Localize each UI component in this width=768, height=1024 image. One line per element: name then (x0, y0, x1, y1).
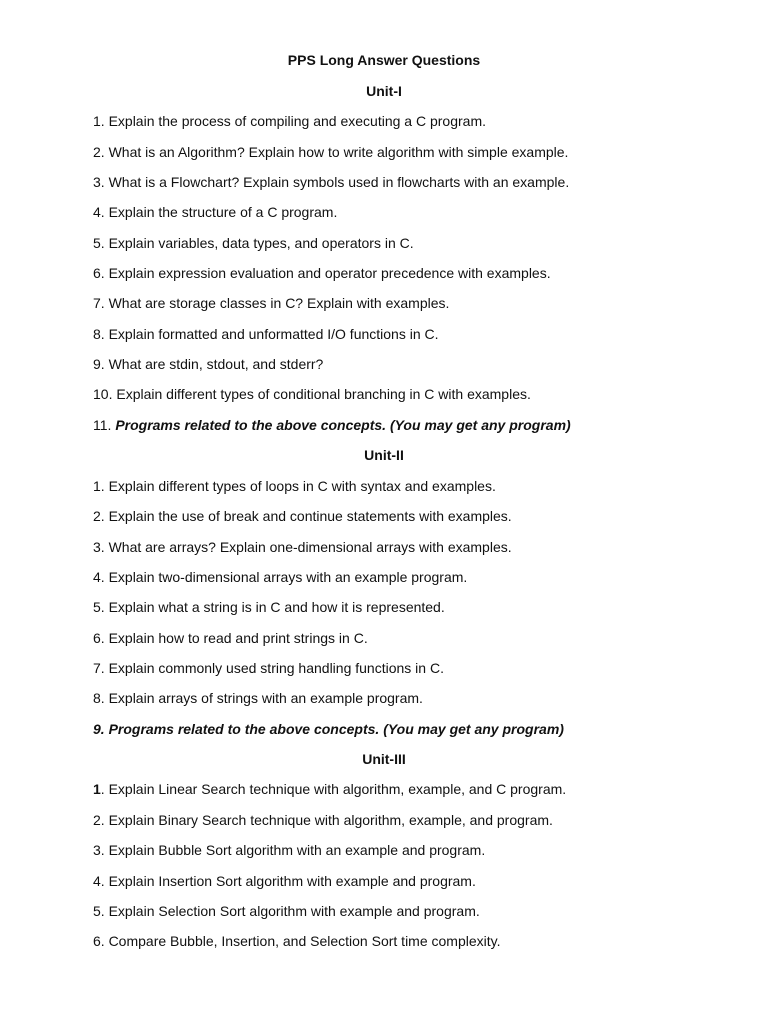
unit-2-programs-note: 9. Programs related to the above concepts. (You may get any program) (93, 721, 564, 737)
unit-2-question: 5. Explain what a string is in C and how it is represented. (93, 599, 445, 615)
unit-1-heading: Unit-I (366, 83, 402, 99)
unit-1-question: 1. Explain the process of compiling and executing a C program. (93, 113, 486, 129)
unit-1-question-11 (93, 416, 571, 434)
unit-2-question: 2. Explain the use of break and continue statements with examples. (93, 508, 512, 524)
unit-2-question: 4. Explain two-dimensional arrays with an example program. (93, 569, 468, 585)
unit-3-question: 2. Explain Binary Search technique with algorithm, example, and program. (93, 812, 553, 828)
unit-1-question: 5. Explain variables, data types, and operators in C. (93, 235, 414, 251)
unit-3-question: 5. Explain Selection Sort algorithm with example and program. (93, 903, 480, 919)
unit-1-question: 7. What are storage classes in C? Explain with examples. (93, 295, 450, 311)
unit-3-question: 3. Explain Bubble Sort algorithm with an example and program. (93, 842, 486, 858)
question-text: . Explain Linear Search technique with algorithm, example, and C program. (100, 781, 567, 797)
unit-3-question: 6. Compare Bubble, Insertion, and Selection Sort time complexity. (93, 933, 501, 949)
unit-1-question: 6. Explain expression evaluation and operator precedence with examples. (93, 265, 551, 281)
unit-3-heading: Unit-III (362, 751, 406, 767)
unit-2-question: 8. Explain arrays of strings with an example program. (93, 690, 423, 706)
unit-1-question: 9. What are stdin, stdout, and stderr? (93, 356, 324, 372)
unit-2-heading: Unit-II (364, 447, 404, 463)
unit-1-question: 10. Explain different types of conditional branching in C with examples. (93, 386, 531, 402)
unit-2-question: 1. Explain different types of loops in C with syntax and examples. (93, 478, 496, 494)
unit-2-question: 6. Explain how to read and print strings in C. (93, 630, 368, 646)
unit-1-question: 8. Explain formatted and unformatted I/O functions in C. (93, 326, 439, 342)
unit-3-question-1 (93, 780, 566, 798)
unit-2-question: 7. Explain commonly used string handling functions in C. (93, 660, 444, 676)
unit-2-question: 3. What are arrays? Explain one-dimensional arrays with examples. (93, 539, 512, 555)
question-number: 1 (93, 781, 101, 797)
unit-1-question: 3. What is a Flowchart? Explain symbols used in flowcharts with an example. (93, 174, 570, 190)
unit-3-question: 4. Explain Insertion Sort algorithm with example and program. (93, 873, 476, 889)
programs-note: Programs related to the above concepts. (You may get any program) (115, 417, 571, 433)
document-title: PPS Long Answer Questions (287, 52, 481, 68)
question-number: 11. (93, 417, 116, 433)
unit-1-question: 2. What is an Algorithm? Explain how to write algorithm with simple example. (93, 144, 569, 160)
unit-1-question: 4. Explain the structure of a C program. (93, 204, 338, 220)
